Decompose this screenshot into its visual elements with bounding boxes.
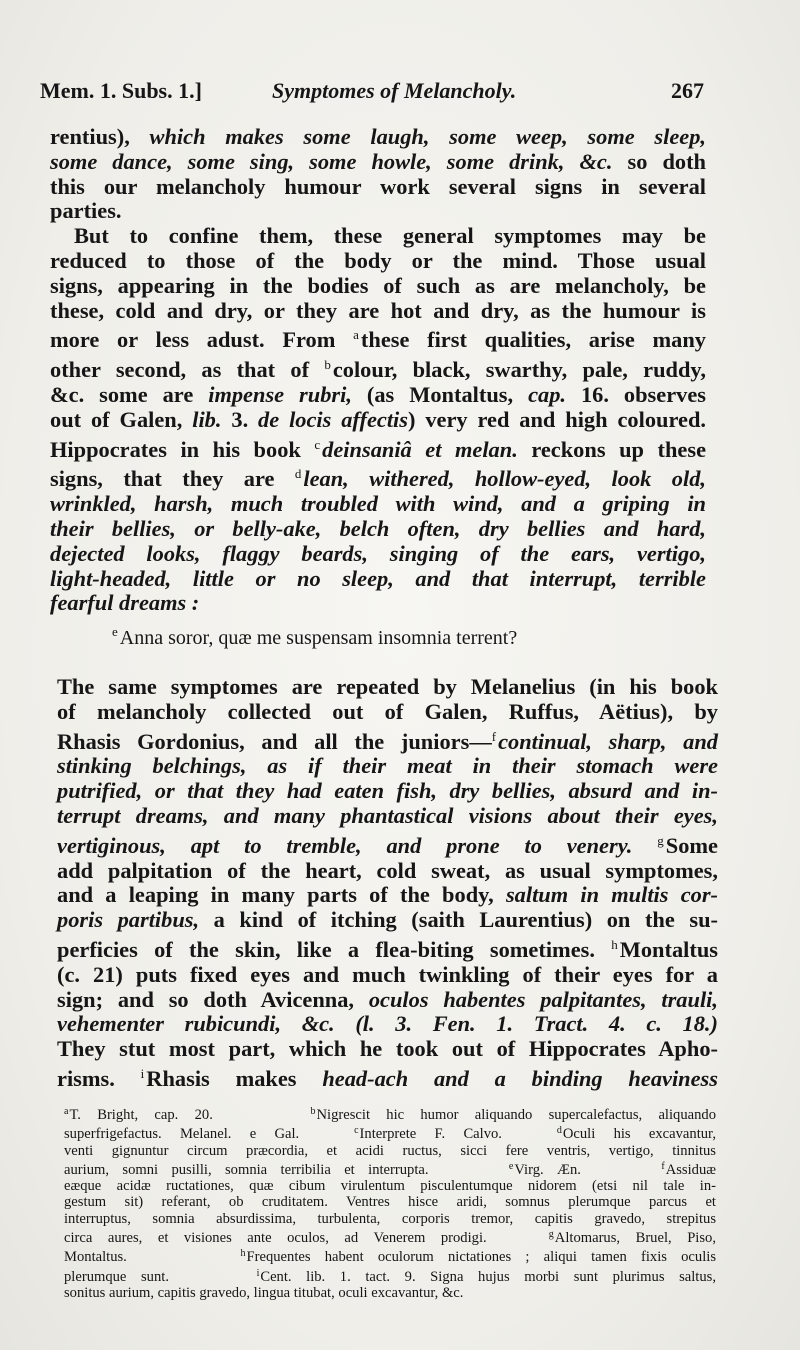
main-text — [50, 125, 706, 616]
text-line: some dance, some sing, some howle, some drink, &c. so doth — [50, 148, 706, 174]
footnote-line: $^a$T. Bright, cap. 20. $^b$Nigrescit hic humor aliquando supercalefactus, aliquando — [64, 1106, 717, 1123]
footnote-line: superfrigefactus. Melanel. e Gal. $^c$Interprete F. Calvo. $^d$Oculi his excavantur, — [64, 1125, 716, 1143]
text-line: these, cold and dry, or they are hot and dry, as the humour is — [50, 297, 706, 323]
footnote-line: venti gignuntur circum præcordia, et acidi ructus, sicci fere ventris, vertigo, tinnitus — [64, 1142, 716, 1159]
footnote-marker: b — [324, 357, 331, 373]
text-line: of melancholy collected out of Galen, Ruffus, Aëtius), by — [57, 698, 718, 724]
text-line: The same symptomes are repeated by Melanelius (in his book — [57, 674, 718, 699]
footnote-marker: e — [112, 624, 118, 639]
text-line: (c. 21) puts fixed eyes and much twinkling of their eyes for a — [57, 961, 718, 987]
text-line: fearful dreams : — [50, 590, 200, 616]
text-line: sign; and so doth Avicenna, oculos habentes palpitantes, trauli, — [57, 986, 718, 1012]
footnote-line: interruptus, somnia absurdissima, turbulenta, corporis tremor, capitis gravedo, strepitus — [64, 1210, 716, 1227]
text-line: parties. — [50, 198, 122, 224]
footnote-marker: g — [657, 832, 664, 848]
text-line: more or less adust. From $^a$these first qualities, arise many — [50, 327, 707, 353]
footnote-marker: f — [491, 728, 497, 744]
text-line: signs, appearing in the bodies of such as are melancholy, be — [50, 272, 706, 298]
text-line: their bellies, or belly-ake, belch often, dry bellies and hard, — [50, 515, 706, 541]
text-line: add palpitation of the heart, cold sweat, as usual symptomes, — [57, 857, 718, 883]
footnote-line: eæque acidæ ructationes, quæ cibum virulentum pisculentumque nidorem (etsi nil tale in- — [64, 1178, 716, 1195]
text-line: &c. some are impense rubri, (as Montaltus, cap. 16. observes — [50, 381, 706, 407]
footnote-line: circa aures, et visiones ante oculos, ad Venerem prodigi. $^g$Altomarus, Bruel, Piso, — [64, 1229, 716, 1247]
footnote-line: aurium, somni pusilli, somnia terribilia et interrupta. $^e$Virg. Æn. $^f$Assiduæ — [64, 1160, 716, 1178]
text-line: putrified, or that they had eaten fish, dry bellies, absurd and in- — [57, 778, 718, 804]
text-line: this our melancholy humour work several signs in several — [50, 173, 706, 199]
running-title: Symptomes of Melancholy. — [272, 78, 517, 103]
text-line: stinking belchings, as if their meat in their stomach were — [57, 753, 718, 779]
footnote-marker: h — [611, 936, 618, 952]
text-line: perficies of the skin, like a flea-biting sometimes. $^h$Montaltus — [57, 936, 718, 962]
text-line: dejected looks, flaggy beards, singing of the ears, vertigo, — [50, 540, 706, 566]
text-line: wrinkled, harsh, much troubled with wind, and a griping in — [50, 491, 706, 517]
text-line: signs, that they are $^d$lean, withered, hollow-eyed, look old, — [50, 466, 706, 492]
text-line: But to confine them, these general symptomes may be — [74, 223, 706, 249]
text-line: light-headed, little or no sleep, and that interrupt, terrible — [50, 565, 706, 591]
footnote-line: plerumque sunt. $^i$Cent. lib. 1. tact. 9. Signa hujus morbi sunt plurimus saltus, — [64, 1267, 716, 1285]
footnote-line: Montaltus. $^h$Frequentes habent oculorum nictationes ; aliqui tamen fixis oculis — [64, 1248, 716, 1266]
footnotes — [64, 1104, 716, 1301]
text-line: and a leaping in many parts of the body, saltum in multis cor- — [57, 882, 719, 908]
footnote-marker: a — [353, 327, 359, 343]
text-line: They stut most part, which he took out of Hippocrates Apho- — [57, 1036, 718, 1062]
text-line: rentius), which makes some laugh, some weep, some sleep, — [50, 124, 706, 149]
text-line: reduced to those of the body or the mind. Those usual — [50, 247, 706, 273]
text-line: terrupt dreams, and many phantastical visions about their eyes, — [57, 802, 718, 828]
text-line: Rhasis Gordonius, and all the juniors—$^f$continual, sharp, and — [57, 728, 719, 754]
text-line: Hippocrates in his book $^c$deinsaniâ et melan. reckons up these — [50, 436, 707, 462]
text-line: risms. $^i$Rhasis makes head-ach and a binding heaviness — [57, 1065, 718, 1091]
footnote-marker: i — [140, 1065, 145, 1081]
footnote-marker: d — [294, 466, 302, 482]
text-line: other second, as that of $^b$colour, black, swarthy, pale, ruddy, — [50, 357, 706, 383]
main-text-continued — [57, 675, 718, 1092]
section-reference: Mem. 1. Subs. 1.] — [40, 78, 202, 103]
verse-quotation: $^e$ Anna soror, quæ me suspensam insomnia terrent? — [112, 624, 518, 649]
footnote-line: sonitus aurium, capitis gravedo, lingua titubat, oculi excavantur, &c. — [64, 1284, 464, 1301]
text-line: poris partibus, a kind of itching (saith Laurentius) on the su- — [57, 907, 718, 933]
text-line: out of Galen, lib. 3. de locis affectis) very red and high coloured. — [50, 406, 706, 432]
text-line: vehementer rubicundi, &c. (l. 3. Fen. 1. Tract. 4. c. 18.) — [57, 1011, 718, 1037]
footnote-marker: c — [314, 436, 321, 452]
page-number: 267 — [671, 78, 704, 103]
text-line: vertiginous, apt to tremble, and prone to venery. $^g$Some — [57, 832, 718, 858]
running-header — [40, 72, 704, 108]
footnote-line: gestum sit) referant, ob cruditatem. Ventres hisce aridi, somnus plerumque parcus et — [64, 1194, 716, 1211]
